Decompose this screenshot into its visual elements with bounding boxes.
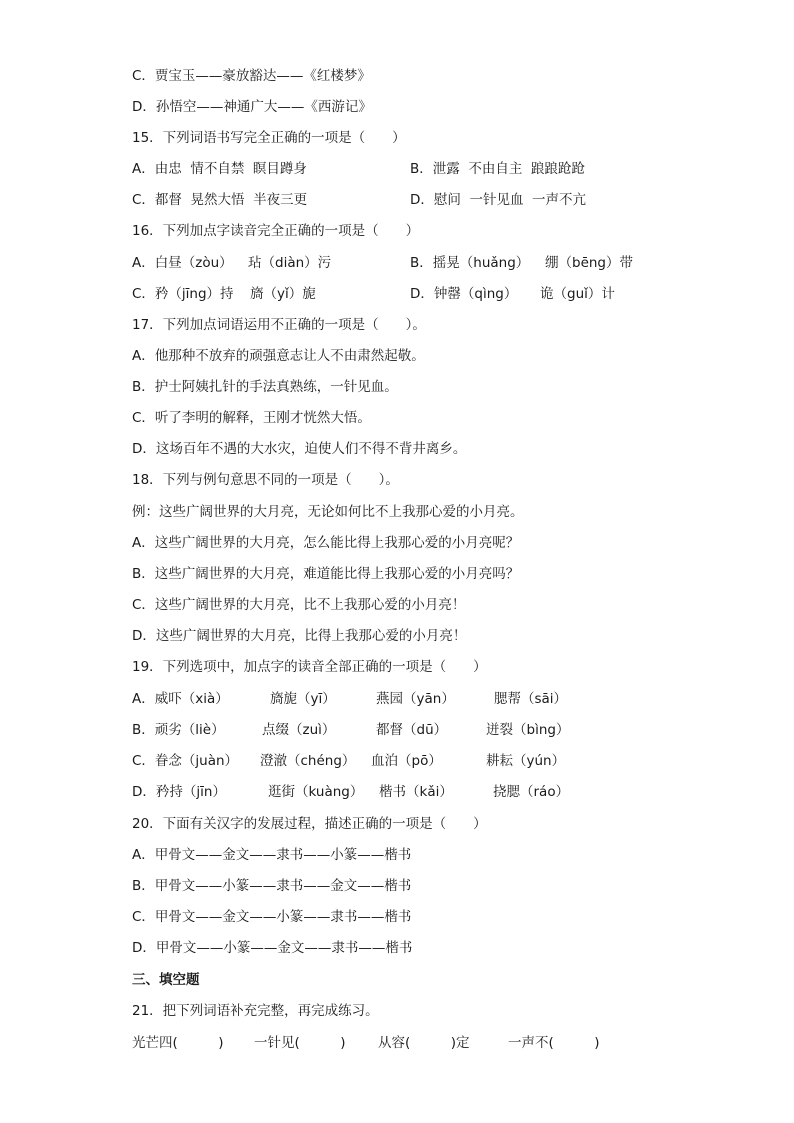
fill-blank-3: 从容( )定	[378, 1035, 470, 1051]
section-heading: 三、填空题	[132, 972, 200, 988]
option-b-part1: B．摇晃（huǎng）	[410, 255, 530, 271]
question-18: 18．下列与例句意思不同的一项是（ ）。	[132, 472, 399, 488]
option-a-item1: A．威吓（xià）	[132, 691, 229, 707]
option-b-item3: 都督（dū）	[376, 722, 448, 738]
fill-blank-1: 光芒四( )	[132, 1035, 224, 1051]
option-b: B．甲骨文——小篆——隶书——金文——楷书	[132, 878, 412, 894]
option-d: D．这场百年不遇的大水灾，迫使人们不得不背井离乡。	[132, 441, 467, 457]
option-c-item2: 澄澈（chéng）	[260, 753, 356, 769]
option-b-item1: B．顽劣（liè）	[132, 722, 225, 738]
option-c: C．都督 晃然大悟 半夜三更	[132, 192, 308, 208]
question-20: 20．下面有关汉字的发展过程，描述正确的一项是（ ）	[132, 816, 487, 832]
option-b: B．泄露 不由自主 踉踉跄跄	[410, 161, 585, 177]
option-b-part2: 绷（bēng）带	[545, 255, 634, 271]
option-b: B．这些广阔世界的大月亮，难道能比得上我那心爱的小月亮吗？	[132, 566, 520, 582]
option-d-item3: 楷书（kǎi）	[379, 784, 453, 800]
option-c: C．甲骨文——金文——小篆——隶书——楷书	[132, 909, 412, 925]
option-d-item1: D．矜持（jīn）	[132, 784, 226, 800]
question-16: 16．下列加点字读音完全正确的一项是（ ）	[132, 223, 420, 239]
option-c: C．这些广阔世界的大月亮，比不上我那心爱的小月亮！	[132, 597, 466, 613]
option-d: D．这些广阔世界的大月亮，比得上我那心爱的小月亮！	[132, 628, 467, 644]
option-a: A．由忠 情不自禁 瞑目蹲身	[132, 161, 307, 177]
fill-blank-4: 一声不( )	[508, 1035, 600, 1051]
option-d-part1: D．钟罄（qìng）	[410, 286, 518, 302]
option-line: D．孙悟空——神通广大——《西游记》	[132, 99, 372, 115]
option-a: A．甲骨文——金文——隶书——小篆——楷书	[132, 847, 412, 863]
option-a-item2: 旖旎（yī）	[270, 691, 336, 707]
option-c-item4: 耕耘（yún）	[486, 753, 566, 769]
option-d-item4: 挠腮（ráo）	[493, 784, 570, 800]
option-d: D．慰问 一针见血 一声不亢	[410, 192, 587, 208]
option-a-item4: 腮帮（sāi）	[494, 691, 568, 707]
option-a-item3: 燕园（yān）	[376, 691, 455, 707]
option-d-item2: 逛街（kuàng）	[268, 784, 364, 800]
option-c-item1: C．眷念（juàn）	[132, 753, 239, 769]
option-d-part2: 诡（guǐ）计	[540, 286, 615, 302]
option-b-item4: 迸裂（bìng）	[486, 722, 570, 738]
option-a-part1: A．白昼（zòu）	[132, 255, 233, 271]
option-b: B．护士阿姨扎针的手法真熟练，一针见血。	[132, 379, 398, 395]
option-b-item2: 点缀（zuì）	[262, 722, 336, 738]
example-sentence: 例：这些广阔世界的大月亮，无论如何比不上我那心爱的小月亮。	[132, 504, 524, 520]
option-a: A．这些广阔世界的大月亮，怎么能比得上我那心爱的小月亮呢？	[132, 535, 520, 551]
option-a: A．他那种不放弃的顽强意志让人不由肃然起敬。	[132, 348, 425, 364]
option-c-item3: 血泊（pō）	[371, 753, 442, 769]
question-19: 19．下列选项中，加点字的读音全部正确的一项是（ ）	[132, 659, 487, 675]
question-21: 21．把下列词语补充完整，再完成练习。	[132, 1003, 379, 1019]
option-d: D．甲骨文——小篆——金文——隶书——楷书	[132, 940, 413, 956]
option-c-part2: 旖（yǐ）旎	[250, 286, 316, 302]
option-a-part2: 玷（diàn）污	[248, 255, 332, 271]
question-17: 17．下列加点词语运用不正确的一项是（ ）。	[132, 317, 426, 333]
option-line: C．贾宝玉——豪放豁达——《红楼梦》	[132, 68, 371, 84]
option-c-part1: C．矜（jīng）持	[132, 286, 234, 302]
fill-blank-2: 一针见( )	[254, 1035, 346, 1051]
option-c: C．听了李明的解释，王刚才恍然大悟。	[132, 410, 371, 426]
question-15: 15．下列词语书写完全正确的一项是（ ）	[132, 130, 406, 146]
